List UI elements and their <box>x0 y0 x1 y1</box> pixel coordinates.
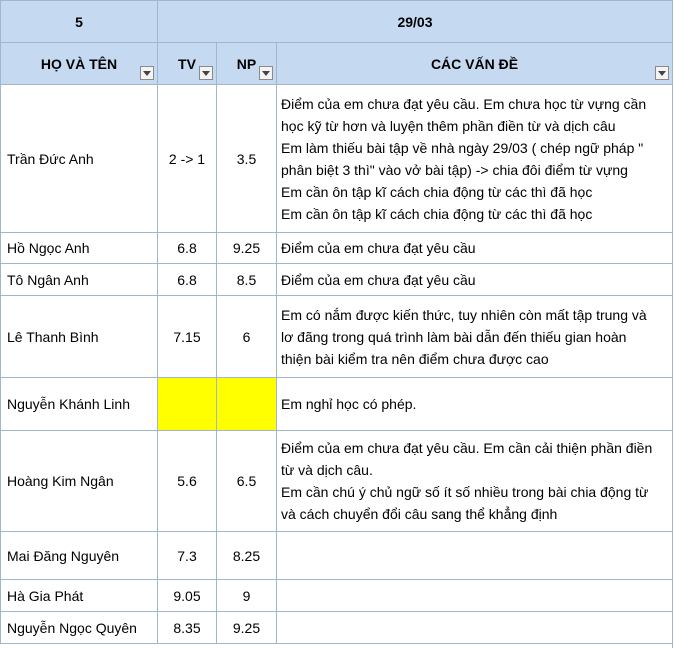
column-header-tv[interactable] <box>158 43 217 85</box>
np-score-cell[interactable] <box>217 85 277 233</box>
issues-cell[interactable] <box>277 612 673 644</box>
student-name: Hà Gia Phát <box>7 587 84 604</box>
student-name-cell[interactable] <box>1 85 158 233</box>
student-name-cell[interactable] <box>1 431 158 532</box>
issues-cell[interactable] <box>277 85 673 233</box>
column-header-name-label: HỌ VÀ TÊN <box>40 55 118 72</box>
np-score: 6.5 <box>236 473 257 489</box>
student-name-cell[interactable] <box>1 580 158 612</box>
student-name: Nguyễn Khánh Linh <box>7 396 130 412</box>
student-name-cell[interactable] <box>1 296 158 378</box>
tv-score-cell[interactable] <box>158 580 217 612</box>
issues-cell[interactable] <box>277 296 673 378</box>
issues-cell[interactable] <box>277 233 673 264</box>
column-header-np-label: NP <box>236 55 257 72</box>
student-name-cell[interactable] <box>1 264 158 296</box>
tv-score-cell[interactable] <box>158 233 217 264</box>
np-score-cell[interactable] <box>217 264 277 296</box>
issues-cell[interactable] <box>277 580 673 612</box>
tv-score: 6.8 <box>177 271 197 288</box>
issue-line: Em cần ôn tập kĩ cách chia động từ các thì đã học <box>281 205 593 222</box>
np-score: 3.5 <box>236 150 257 167</box>
np-score: 8.5 <box>236 271 257 288</box>
issues-cell[interactable] <box>277 264 673 296</box>
issues-cell[interactable] <box>277 532 673 580</box>
table-row <box>1 264 673 296</box>
tv-score: 6.8 <box>177 240 197 256</box>
issue-line: thiện bài kiểm tra nên điểm chưa được cao <box>281 350 549 367</box>
tv-score: 7.15 <box>173 328 201 345</box>
table-row <box>1 612 673 644</box>
student-name-cell[interactable] <box>1 532 158 580</box>
np-score-cell[interactable] <box>217 532 277 580</box>
tv-score-cell[interactable] <box>158 612 217 644</box>
student-name: Mai Đăng Nguyên <box>7 547 120 564</box>
column-header-issues[interactable] <box>277 43 673 85</box>
issue-line: Em cần ôn tập kĩ cách chia động từ các thì đã học <box>281 183 593 200</box>
class-number-cell[interactable] <box>1 1 158 43</box>
tv-score: 8.35 <box>173 619 201 636</box>
table-row <box>1 378 673 431</box>
np-score-cell[interactable] <box>217 296 277 378</box>
issue-line: Điểm của em chưa đạt yêu cầu. Em chưa học từ vựng cần <box>281 95 647 112</box>
table-row <box>1 532 673 580</box>
issue-line: phân biệt 3 thì" vào vở bài tập) -> chia đôi điểm từ vựng <box>281 161 628 178</box>
issue-line: từ và dịch câu. <box>281 462 373 478</box>
class-number: 5 <box>75 13 83 30</box>
column-header-np[interactable] <box>217 43 277 85</box>
np-score: 6 <box>242 328 251 345</box>
table-row <box>1 233 673 264</box>
student-name-cell[interactable] <box>1 233 158 264</box>
filter-dropdown-icon[interactable] <box>199 66 213 80</box>
student-name: Lê Thanh Bình <box>7 328 99 345</box>
tv-score-cell[interactable] <box>158 431 217 532</box>
np-score-cell-highlighted[interactable] <box>217 378 277 431</box>
tv-score: 5.6 <box>177 473 197 489</box>
issue-line: Điểm của em chưa đạt yêu cầu <box>281 240 476 256</box>
column-header-tv-label: TV <box>178 55 196 72</box>
issues-cell[interactable] <box>277 378 673 431</box>
tv-score-cell-highlighted[interactable] <box>158 378 217 431</box>
tv-score: 2 -> 1 <box>168 150 206 167</box>
student-name: Trần Đức Anh <box>7 150 94 167</box>
tv-score: 7.3 <box>177 547 197 564</box>
issue-line: học kỹ từ hơn và luyện thêm phần điền từ và dịch câu <box>281 117 616 134</box>
student-name: Hoàng Kim Ngân <box>7 473 114 489</box>
np-score-cell[interactable] <box>217 431 277 532</box>
np-score-cell[interactable] <box>217 580 277 612</box>
tv-score-cell[interactable] <box>158 296 217 378</box>
table-row <box>1 296 673 378</box>
filter-dropdown-icon[interactable] <box>259 66 273 80</box>
table-row <box>1 85 673 233</box>
date-header-cell[interactable] <box>158 1 673 43</box>
filter-dropdown-icon[interactable] <box>140 66 154 80</box>
issues-cell[interactable] <box>277 431 673 532</box>
issue-line: Em cần chú ý chủ ngữ số ít số nhiều trong bài chia động từ <box>281 484 649 500</box>
student-name: Hồ Ngọc Anh <box>7 240 90 256</box>
student-name: Nguyễn Ngọc Quyên <box>7 619 137 636</box>
issue-line: lơ đãng trong quá trình làm bài dẫn đến thiếu gian hoàn <box>281 328 627 345</box>
student-name-cell[interactable] <box>1 378 158 431</box>
np-score-cell[interactable] <box>217 233 277 264</box>
tv-score-cell[interactable] <box>158 85 217 233</box>
student-name-cell[interactable] <box>1 612 158 644</box>
date-header: 29/03 <box>397 13 433 30</box>
table-row <box>1 431 673 532</box>
issue-line: Em có nắm được kiến thức, tuy nhiên còn mất tập trung và <box>281 306 647 323</box>
column-header-issues-label: CÁC VẤN ĐỀ <box>430 55 519 72</box>
issue-line: Em làm thiếu bài tập về nhà ngày 29/03 ( chép ngữ pháp " <box>281 139 644 156</box>
issue-line: Em nghỉ học có phép. <box>281 396 417 412</box>
table-row <box>1 580 673 612</box>
np-score: 9.25 <box>232 240 261 256</box>
issue-line: Điểm của em chưa đạt yêu cầu <box>281 271 476 288</box>
issue-line: Điểm của em chưa đạt yêu cầu. Em cần cải thiện phần điền <box>281 440 653 456</box>
np-score: 9 <box>242 587 251 604</box>
issue-line: và cách chuyển đổi câu sang thể khẳng định <box>281 506 558 522</box>
np-score-cell[interactable] <box>217 612 277 644</box>
tv-score-cell[interactable] <box>158 264 217 296</box>
column-header-name[interactable] <box>1 43 158 85</box>
tv-score: 9.05 <box>173 587 201 604</box>
filter-dropdown-icon[interactable] <box>655 66 669 80</box>
student-name: Tô Ngân Anh <box>7 271 89 288</box>
tv-score-cell[interactable] <box>158 532 217 580</box>
np-score: 8.25 <box>232 547 261 564</box>
np-score: 9.25 <box>232 619 261 636</box>
